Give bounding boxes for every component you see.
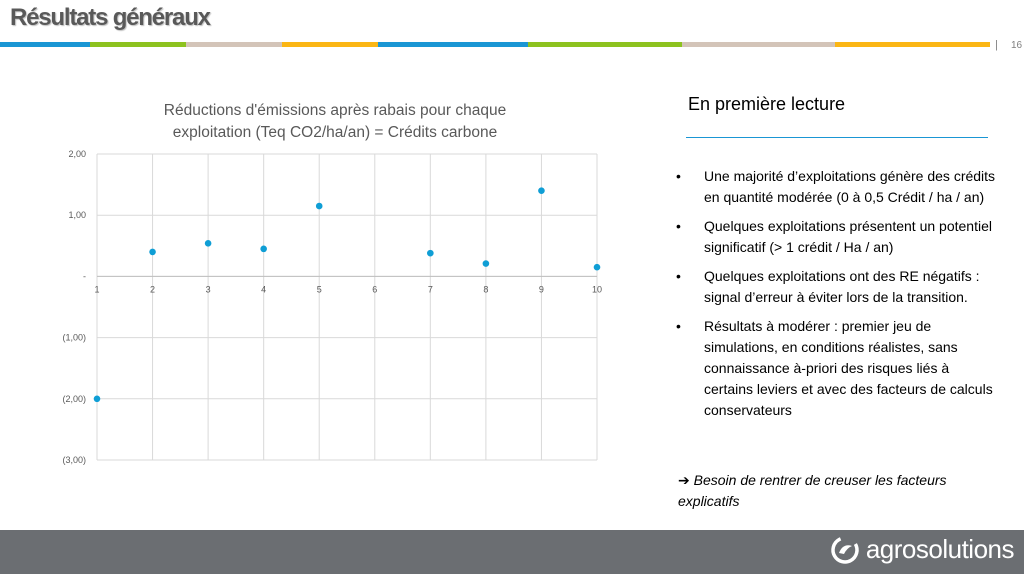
panel-heading: En première lecture (688, 94, 846, 114)
x-tick-label: 7 (427, 284, 433, 295)
stripe-segment (835, 42, 990, 47)
data-point (260, 246, 267, 253)
conclusion-text (678, 470, 998, 512)
scatter-chart (40, 140, 620, 470)
x-tick-label: 8 (483, 284, 489, 295)
bullet-dot: • (676, 268, 681, 284)
data-point (316, 203, 323, 210)
x-tick-label: 6 (372, 284, 378, 295)
chart-title (120, 100, 550, 144)
bullet-dot: • (676, 318, 681, 334)
x-tick-label: 10 (591, 284, 603, 295)
data-point (205, 240, 212, 247)
x-tick-label: 3 (205, 284, 211, 295)
bullet-dot: • (676, 218, 681, 234)
bullet-dot: • (676, 168, 681, 184)
conclusion-label: Besoin de rentrer de creuser les facteurs explicatifs (678, 472, 947, 509)
agrosolutions-logo-icon (830, 535, 860, 565)
company-logo (830, 534, 1014, 565)
data-point (594, 264, 601, 271)
bullet-text: Quelques exploitations ont des RE négatifs : signal d’erreur à éviter lors de la transition. (704, 268, 980, 305)
bullet-item (676, 316, 1001, 421)
panel-heading-rule (686, 137, 988, 138)
chart-title-line-2: exploitation (Teq CO2/ha/an) = Crédits carbone (172, 124, 498, 141)
y-tick-label: (1,00) (62, 332, 86, 343)
data-point (427, 250, 434, 257)
y-tick-label: (2,00) (62, 393, 86, 404)
x-tick-label: 1 (94, 284, 100, 295)
stripe-segment (90, 42, 186, 47)
page-separator: | (995, 39, 998, 51)
y-tick-label: 1,00 (68, 210, 86, 221)
bullet-text: Quelques exploitations présentent un potentiel significatif (> 1 crédit / Ha / an) (704, 218, 992, 255)
x-tick-label: 5 (316, 284, 322, 295)
bullet-text: Résultats à modérer : premier jeu de simulations, en conditions réalistes, sans connaissance à-priori des risques liés à certains leviers et avec des facteurs de calculs conservateurs (704, 318, 993, 418)
data-point (538, 187, 545, 194)
data-point (483, 260, 490, 267)
data-point (94, 396, 101, 403)
header-color-stripe (0, 42, 990, 47)
stripe-segment (682, 42, 835, 47)
y-tick-label: (3,00) (62, 455, 86, 465)
footer-bar (0, 530, 1024, 574)
arrow-right-icon: ➔ (678, 472, 690, 488)
chart-title-line-1: Réductions d'émissions après rabais pour chaque (163, 102, 507, 119)
bullet-item (676, 216, 1001, 258)
bullet-item (676, 166, 1001, 208)
bullet-item (676, 266, 1001, 308)
y-tick-label: - (83, 271, 86, 282)
logo-text: agrosolutions (865, 534, 1014, 564)
bullet-text: Une majorité d’exploitations génère des crédits en quantité modérée (0 à 0,5 Crédit / ha / an) (704, 168, 996, 205)
x-tick-label: 9 (538, 284, 544, 295)
stripe-segment (186, 42, 282, 47)
x-tick-label: 4 (261, 284, 267, 295)
stripe-segment (378, 42, 528, 47)
page-number: 16 (1011, 40, 1023, 51)
slide-title: Résultats généraux (10, 4, 210, 31)
bullet-list (676, 166, 1001, 429)
x-tick-label: 2 (150, 284, 156, 295)
stripe-segment (0, 42, 90, 47)
stripe-segment (528, 42, 682, 47)
stripe-segment (282, 42, 378, 47)
data-point (149, 249, 156, 256)
y-tick-label: 2,00 (68, 149, 86, 159)
